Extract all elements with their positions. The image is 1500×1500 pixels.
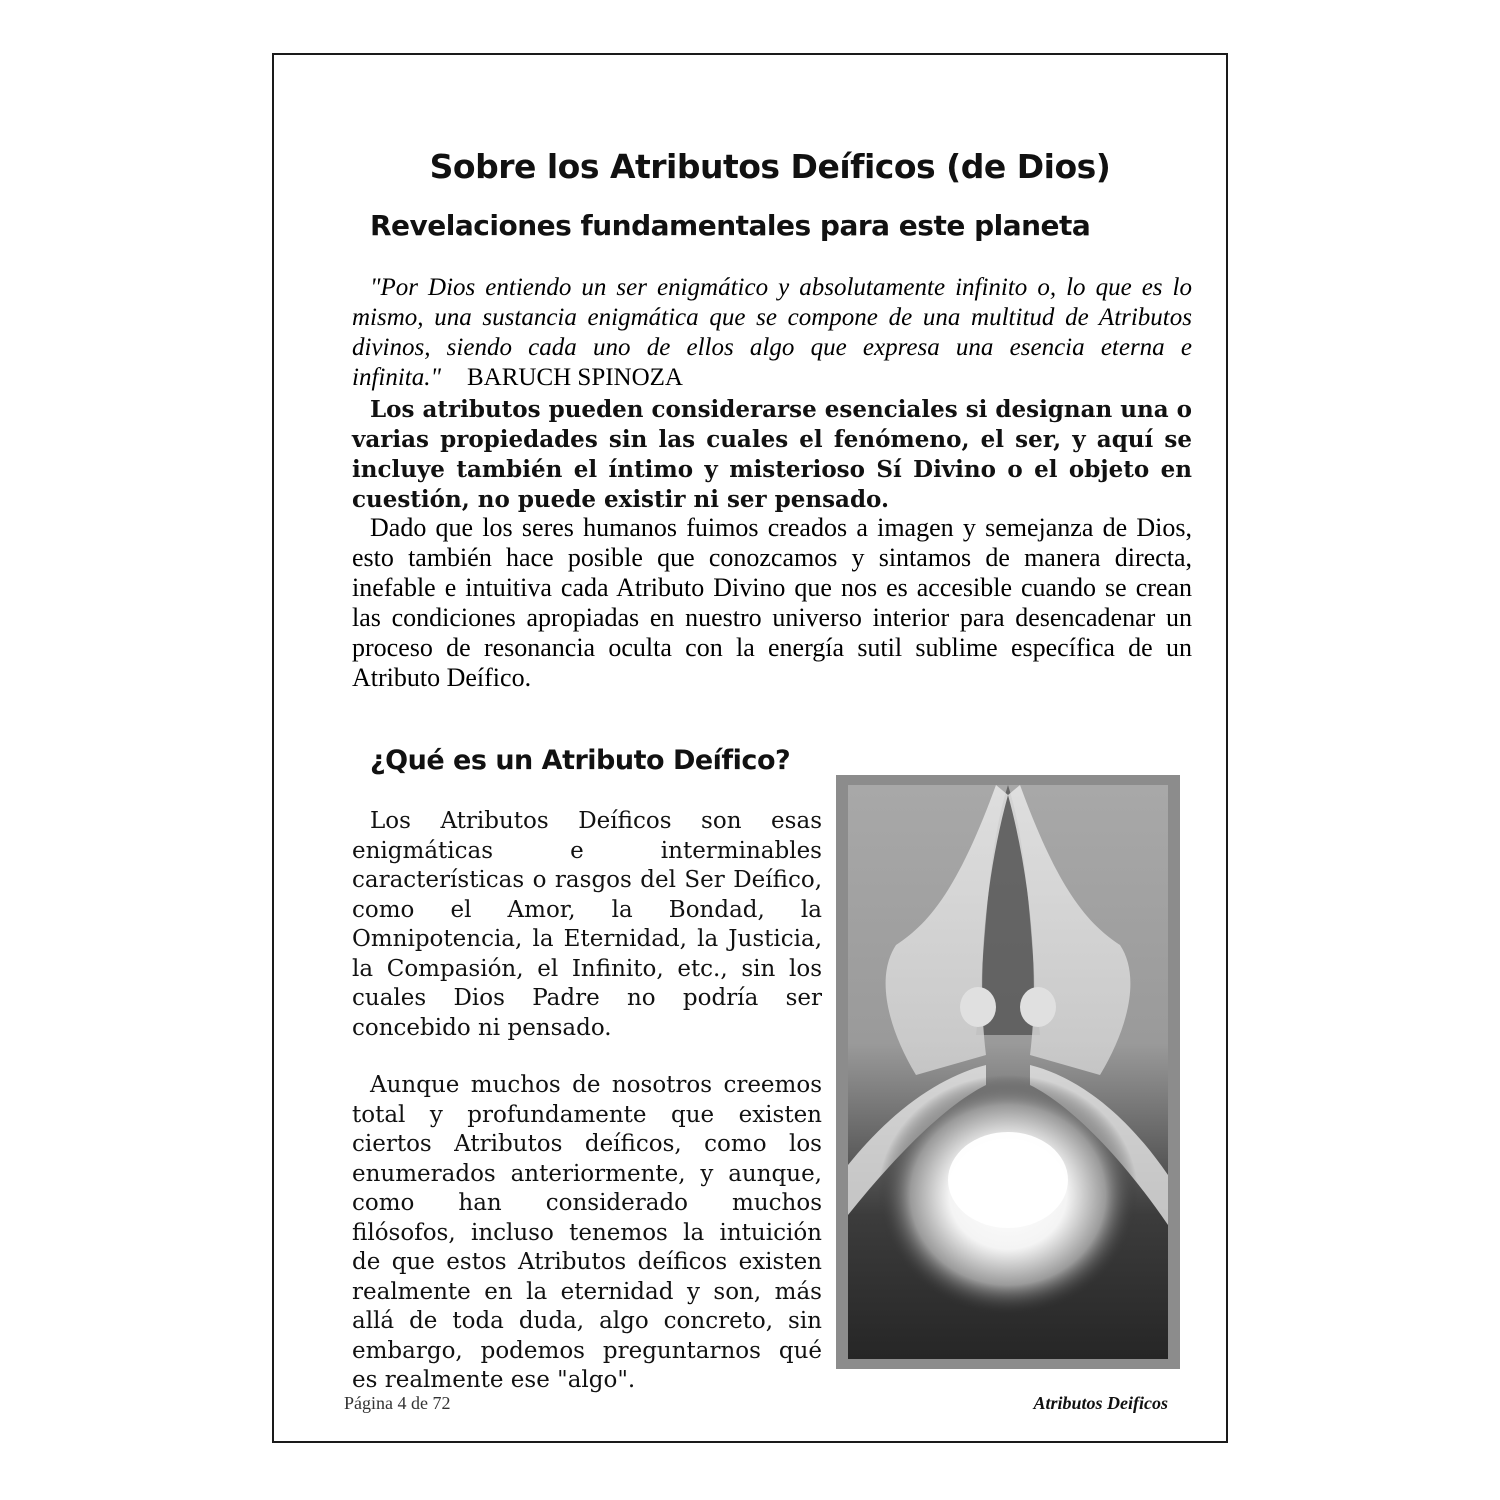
spinoza-quote [352, 273, 1192, 393]
bold-paragraph-text: Los atributos pueden considerarse esenciales si designan una o varias propiedades sin las cuales el fenómeno, el ser, y aquí se incluye también el íntimo y misterioso Sí Divino o el objeto en cuestión, no puede existir ni ser pensado. [352, 396, 1192, 513]
section-paragraph-2 [352, 1071, 822, 1396]
section-paragraph-1 [352, 807, 822, 1043]
section-heading: ¿Qué es un Atributo Deífico? [370, 745, 791, 776]
page-title: Sobre los Atributos Deíficos (de Dios) [429, 147, 1111, 186]
document-page [272, 53, 1228, 1443]
left-angel-head [960, 987, 996, 1027]
book-title-footer: Atributos Deificos [1033, 1393, 1168, 1413]
angels-illustration [836, 775, 1180, 1369]
quote-author: BARUCH SPINOZA [466, 364, 683, 391]
section-paragraph-1-text: Los Atributos Deíficos son esas enigmáticas e interminables características o rasgos del Ser Deífico, como el Amor, la Bondad, la Omnipotencia, la Eternidad, la Justicia, la Compasión, el Infinito, etc., sin los cuales Dios Padre no podría ser concebido ni pensado. [352, 808, 822, 1041]
bold-paragraph [352, 395, 1192, 515]
intro-paragraph [352, 513, 1192, 693]
intro-paragraph-text: Dado que los seres humanos fuimos creados a imagen y semejanza de Dios, esto también hace posible que conozcamos y sintamos de manera directa, inefable e intuitiva cada Atributo Divino que nos es accesible cuando se crean las condiciones apropiadas en nuestro universo interior para desencadenar un proceso de resonancia oculta con la energía sutil sublime específica de un Atributo Deífico. [352, 513, 1192, 692]
page-number: Página 4 de 72 [344, 1393, 451, 1413]
right-angel-head [1020, 987, 1056, 1027]
page-subtitle: Revelaciones fundamentales para este planeta [370, 209, 1091, 242]
section-paragraph-2-text: Aunque muchos de nosotros creemos total y profundamente que existen ciertos Atributos deíficos, como los enumerados anteriormente, y aunque, como han considerado muchos filósofos, incluso tenemos la intuición de que estos Atributos deíficos existen realmente en la eternidad y son, más allá de toda duda, algo concreto, sin embargo, podemos preguntarnos qué es realmente ese "algo". [352, 1072, 822, 1393]
quote-text: "Por Dios entiendo un ser enigmático y absolutamente infinito o, lo que es lo mismo, una sustancia enigmática que se compone de una multitud de Atributos divinos, siendo cada uno de ellos algo que expresa una esencia eterna e infinita." [352, 274, 1192, 391]
angels-illustration-graphic [836, 775, 1180, 1369]
